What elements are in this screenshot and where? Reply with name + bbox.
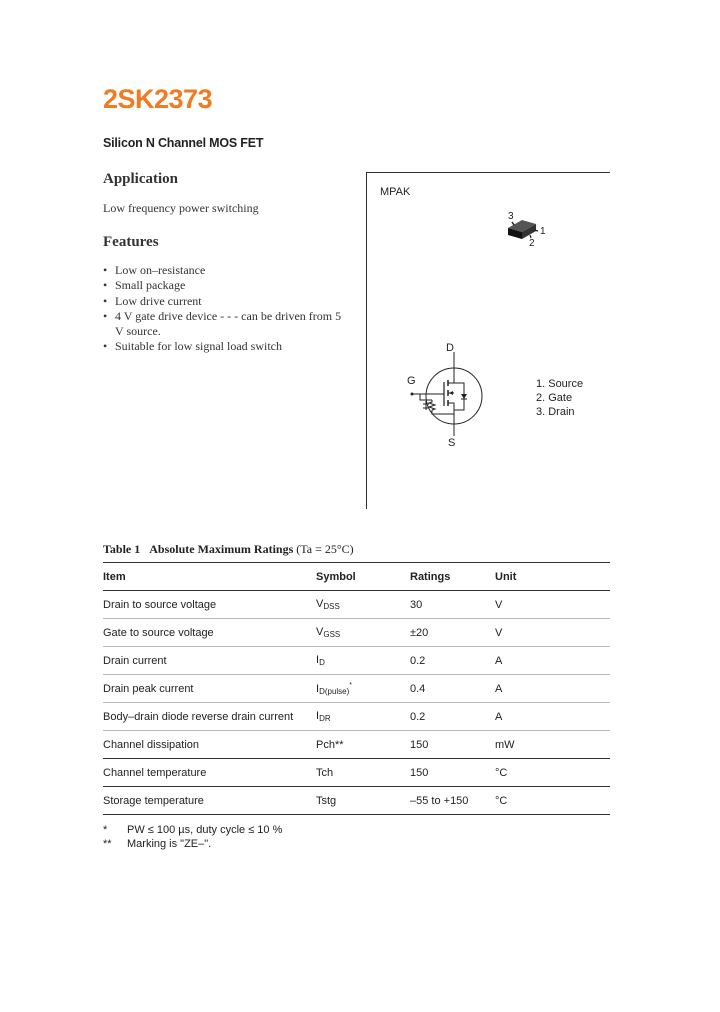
feature-item: • Low on–resistance (103, 263, 348, 278)
table-caption-title: Absolute Maximum Ratings (149, 542, 294, 556)
package-outline-icon (500, 208, 560, 250)
pin-item-drain: 3. Drain (536, 406, 575, 418)
pin-list (536, 377, 583, 419)
features-heading: Features (103, 234, 159, 250)
device-subtitle: Silicon N Channel MOS FET (103, 136, 264, 150)
drain-label: D (446, 342, 454, 354)
feature-item: • Small package (103, 278, 348, 293)
ratings-table (103, 562, 610, 815)
table-row (103, 647, 610, 675)
pin-item-gate: 2. Gate (536, 392, 573, 404)
package-box-left-border (366, 172, 367, 509)
footnote: * PW ≤ 100 µs, duty cycle ≤ 10 % (103, 824, 283, 836)
table-row (103, 591, 610, 619)
cell-symbol: $V_{GSS}$ (316, 619, 410, 647)
cell-symbol: $I_{DR}$ (316, 703, 410, 731)
table-caption (103, 542, 354, 557)
table-caption-condition: (Ta = 25°C) (296, 542, 354, 556)
table-row (103, 675, 610, 703)
feature-item: • 4 V gate drive device - - - can be driven from 5 V source. (103, 309, 348, 340)
table-row (103, 703, 610, 731)
footnote: ** Marking is "ZE–". (103, 838, 212, 850)
col-header-unit: Unit (495, 563, 610, 591)
cell-unit: °C (495, 759, 610, 787)
cell-item: Drain to source voltage (103, 591, 316, 619)
source-label: S (448, 437, 456, 449)
table-header-row (103, 563, 610, 591)
application-heading: Application (103, 171, 179, 187)
cell-item: Drain current (103, 647, 316, 675)
table-row (103, 787, 610, 815)
cell-item: Body–drain diode reverse drain current (103, 703, 316, 731)
cell-unit: mW (495, 731, 610, 759)
cell-rating: 0.2 (410, 647, 495, 675)
cell-unit: A (495, 703, 610, 731)
col-header-item: Item (103, 563, 316, 591)
pin-item-source: 1. Source (536, 378, 584, 390)
part-number-title: 2SK2373 (103, 84, 213, 114)
cell-rating: ±20 (410, 619, 495, 647)
table-row (103, 759, 610, 787)
cell-rating: 0.2 (410, 703, 495, 731)
cell-unit: V (495, 591, 610, 619)
cell-unit: V (495, 619, 610, 647)
cell-symbol: $V_{DSS}$ (316, 591, 410, 619)
gate-label: G (407, 375, 416, 387)
cell-symbol: Tch (316, 759, 410, 787)
cell-unit: °C (495, 787, 610, 815)
cell-item: Channel dissipation (103, 731, 316, 759)
cell-symbol: $I_D$ (316, 647, 410, 675)
cell-symbol: Tstg (316, 787, 410, 815)
table-row (103, 731, 610, 759)
cell-rating: –55 to +150 (410, 787, 495, 815)
features-list (103, 263, 348, 355)
feature-item: • Low drive current (103, 294, 348, 309)
cell-unit: A (495, 647, 610, 675)
col-header-ratings: Ratings (410, 563, 495, 591)
package-box-top-border (366, 172, 610, 173)
cell-rating: 30 (410, 591, 495, 619)
cell-symbol: $I_{D(pulse)}^*$ (316, 675, 410, 703)
cell-rating: 0.4 (410, 675, 495, 703)
mosfet-symbol-icon (400, 338, 490, 450)
cell-unit: A (495, 675, 610, 703)
cell-rating: 150 (410, 759, 495, 787)
package-name: MPAK (380, 186, 411, 198)
cell-symbol: Pch** (316, 731, 410, 759)
cell-item: Drain peak current (103, 675, 316, 703)
table-row (103, 619, 610, 647)
table-caption-label: Table 1 (103, 542, 141, 556)
cell-item: Channel temperature (103, 759, 316, 787)
col-header-symbol: Symbol (316, 563, 410, 591)
pin-number-3: 3 (508, 211, 514, 222)
cell-item: Storage temperature (103, 787, 316, 815)
pin-number-2: 2 (529, 238, 535, 249)
pin-number-1: 1 (540, 226, 546, 237)
cell-rating: 150 (410, 731, 495, 759)
application-text: Low frequency power switching (103, 201, 259, 215)
cell-item: Gate to source voltage (103, 619, 316, 647)
feature-item: • Suitable for low signal load switch (103, 339, 348, 354)
table-footnotes (103, 823, 282, 851)
